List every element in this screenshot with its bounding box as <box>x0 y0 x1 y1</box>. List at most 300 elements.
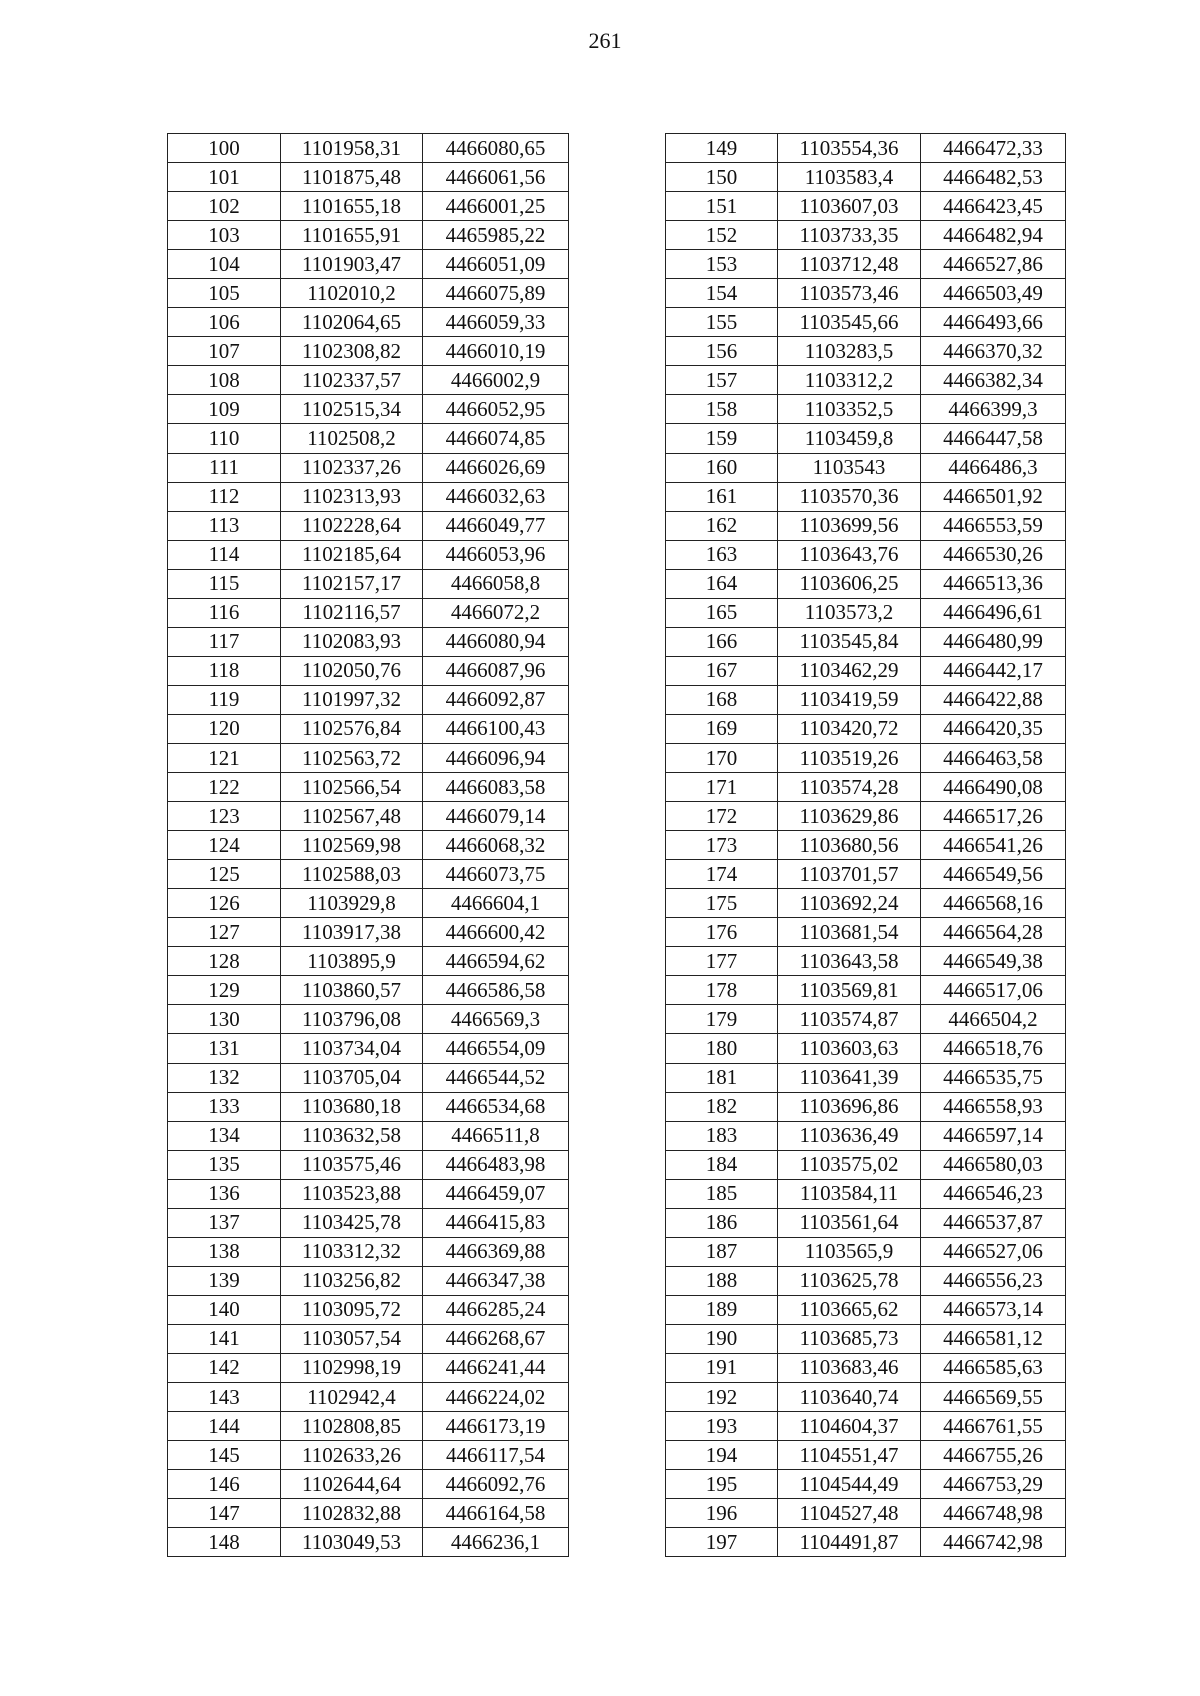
x-coordinate-cell: 1103420,72 <box>778 714 921 743</box>
y-coordinate-cell: 4466068,32 <box>423 831 569 860</box>
x-coordinate-cell: 1103640,74 <box>778 1383 921 1412</box>
point-number-cell: 167 <box>666 656 778 685</box>
table-row <box>666 947 1066 976</box>
table-row <box>666 163 1066 192</box>
y-coordinate-cell: 4466347,38 <box>423 1266 569 1295</box>
table-row <box>666 1441 1066 1470</box>
point-number-cell: 124 <box>168 831 281 860</box>
table-row <box>666 395 1066 424</box>
y-coordinate-cell: 4466268,67 <box>423 1324 569 1353</box>
x-coordinate-cell: 1101875,48 <box>281 163 423 192</box>
point-number-cell: 186 <box>666 1208 778 1237</box>
point-number-cell: 195 <box>666 1470 778 1499</box>
x-coordinate-cell: 1103641,39 <box>778 1063 921 1092</box>
point-number-cell: 106 <box>168 308 281 337</box>
x-coordinate-cell: 1103860,57 <box>281 976 423 1005</box>
table-row <box>666 1528 1066 1557</box>
y-coordinate-cell: 4466556,23 <box>921 1266 1066 1295</box>
x-coordinate-cell: 1103584,11 <box>778 1179 921 1208</box>
table-row <box>666 1005 1066 1034</box>
table-row <box>666 134 1066 163</box>
point-number-cell: 177 <box>666 947 778 976</box>
point-number-cell: 117 <box>168 627 281 656</box>
x-coordinate-cell: 1103701,57 <box>778 860 921 889</box>
y-coordinate-cell: 4466586,58 <box>423 976 569 1005</box>
point-number-cell: 120 <box>168 714 281 743</box>
table-row <box>168 395 569 424</box>
y-coordinate-cell: 4466518,76 <box>921 1034 1066 1063</box>
table-row <box>168 134 569 163</box>
x-coordinate-cell: 1103554,36 <box>778 134 921 163</box>
y-coordinate-cell: 4466761,55 <box>921 1412 1066 1441</box>
y-coordinate-cell: 4466558,93 <box>921 1092 1066 1121</box>
x-coordinate-cell: 1103696,86 <box>778 1092 921 1121</box>
x-coordinate-cell: 1103929,8 <box>281 889 423 918</box>
table-row <box>666 685 1066 714</box>
y-coordinate-cell: 4466074,85 <box>423 424 569 453</box>
table-row <box>168 1179 569 1208</box>
point-number-cell: 184 <box>666 1150 778 1179</box>
y-coordinate-cell: 4466534,68 <box>423 1092 569 1121</box>
y-coordinate-cell: 4466051,09 <box>423 250 569 279</box>
y-coordinate-cell: 4466597,14 <box>921 1121 1066 1150</box>
x-coordinate-cell: 1102576,84 <box>281 714 423 743</box>
y-coordinate-cell: 4466001,25 <box>423 192 569 221</box>
table-row <box>168 976 569 1005</box>
table-row <box>168 1324 569 1353</box>
point-number-cell: 126 <box>168 889 281 918</box>
point-number-cell: 100 <box>168 134 281 163</box>
y-coordinate-cell: 4466032,63 <box>423 482 569 511</box>
x-coordinate-cell: 1103681,54 <box>778 918 921 947</box>
y-coordinate-cell: 4466382,34 <box>921 366 1066 395</box>
table-row <box>168 1412 569 1441</box>
x-coordinate-cell: 1103705,04 <box>281 1063 423 1092</box>
table-row <box>666 1470 1066 1499</box>
x-coordinate-cell: 1102010,2 <box>281 279 423 308</box>
point-number-cell: 178 <box>666 976 778 1005</box>
y-coordinate-cell: 4466463,58 <box>921 743 1066 772</box>
table-row <box>168 540 569 569</box>
point-number-cell: 127 <box>168 918 281 947</box>
y-coordinate-cell: 4466594,62 <box>423 947 569 976</box>
y-coordinate-cell: 4466748,98 <box>921 1499 1066 1528</box>
point-number-cell: 102 <box>168 192 281 221</box>
table-row <box>168 482 569 511</box>
x-coordinate-cell: 1104544,49 <box>778 1470 921 1499</box>
table-row <box>168 1528 569 1557</box>
point-number-cell: 149 <box>666 134 778 163</box>
x-coordinate-cell: 1103575,02 <box>778 1150 921 1179</box>
x-coordinate-cell: 1103095,72 <box>281 1295 423 1324</box>
y-coordinate-cell: 4466241,44 <box>423 1353 569 1382</box>
point-number-cell: 180 <box>666 1034 778 1063</box>
point-number-cell: 155 <box>666 308 778 337</box>
x-coordinate-cell: 1102228,64 <box>281 511 423 540</box>
table-row <box>168 1092 569 1121</box>
y-coordinate-cell: 4466026,69 <box>423 453 569 482</box>
table-row <box>666 1150 1066 1179</box>
y-coordinate-cell: 4466075,89 <box>423 279 569 308</box>
point-number-cell: 196 <box>666 1499 778 1528</box>
x-coordinate-cell: 1102337,57 <box>281 366 423 395</box>
table-row <box>666 1383 1066 1412</box>
table-row <box>168 918 569 947</box>
x-coordinate-cell: 1102567,48 <box>281 802 423 831</box>
table-row <box>168 1005 569 1034</box>
table-row <box>168 773 569 802</box>
point-number-cell: 150 <box>666 163 778 192</box>
x-coordinate-cell: 1102644,64 <box>281 1470 423 1499</box>
x-coordinate-cell: 1103733,35 <box>778 221 921 250</box>
x-coordinate-cell: 1103699,56 <box>778 511 921 540</box>
point-number-cell: 170 <box>666 743 778 772</box>
point-number-cell: 141 <box>168 1324 281 1353</box>
x-coordinate-cell: 1103049,53 <box>281 1528 423 1557</box>
table-row <box>666 773 1066 802</box>
x-coordinate-cell: 1101903,47 <box>281 250 423 279</box>
y-coordinate-cell: 4466442,17 <box>921 656 1066 685</box>
table-row <box>168 424 569 453</box>
point-number-cell: 137 <box>168 1208 281 1237</box>
y-coordinate-cell: 4466100,43 <box>423 714 569 743</box>
x-coordinate-cell: 1102942,4 <box>281 1383 423 1412</box>
table-row <box>168 1441 569 1470</box>
y-coordinate-cell: 4466604,1 <box>423 889 569 918</box>
x-coordinate-cell: 1103680,56 <box>778 831 921 860</box>
x-coordinate-cell: 1102313,93 <box>281 482 423 511</box>
y-coordinate-cell: 4466573,14 <box>921 1295 1066 1324</box>
y-coordinate-cell: 4466061,56 <box>423 163 569 192</box>
y-coordinate-cell: 4466544,52 <box>423 1063 569 1092</box>
y-coordinate-cell: 4466415,83 <box>423 1208 569 1237</box>
y-coordinate-cell: 4466059,33 <box>423 308 569 337</box>
y-coordinate-cell: 4466501,92 <box>921 482 1066 511</box>
y-coordinate-cell: 4466079,14 <box>423 802 569 831</box>
point-number-cell: 192 <box>666 1383 778 1412</box>
x-coordinate-cell: 1104551,47 <box>778 1441 921 1470</box>
page-number: 261 <box>588 28 622 53</box>
x-coordinate-cell: 1102633,26 <box>281 1441 423 1470</box>
x-coordinate-cell: 1103312,2 <box>778 366 921 395</box>
point-number-cell: 123 <box>168 802 281 831</box>
y-coordinate-cell: 4466600,42 <box>423 918 569 947</box>
y-coordinate-cell: 4466580,03 <box>921 1150 1066 1179</box>
y-coordinate-cell: 4466092,76 <box>423 1470 569 1499</box>
x-coordinate-cell: 1102566,54 <box>281 773 423 802</box>
point-number-cell: 101 <box>168 163 281 192</box>
x-coordinate-cell: 1103573,46 <box>778 279 921 308</box>
point-number-cell: 104 <box>168 250 281 279</box>
point-number-cell: 163 <box>666 540 778 569</box>
point-number-cell: 152 <box>666 221 778 250</box>
x-coordinate-cell: 1103565,9 <box>778 1237 921 1266</box>
x-coordinate-cell: 1103796,08 <box>281 1005 423 1034</box>
point-number-cell: 159 <box>666 424 778 453</box>
y-coordinate-cell: 4466053,96 <box>423 540 569 569</box>
table-row <box>666 1034 1066 1063</box>
x-coordinate-cell: 1102808,85 <box>281 1412 423 1441</box>
table-row <box>168 569 569 598</box>
x-coordinate-cell: 1103573,2 <box>778 598 921 627</box>
table-row <box>168 337 569 366</box>
x-coordinate-cell: 1102508,2 <box>281 424 423 453</box>
table-row <box>666 1412 1066 1441</box>
point-number-cell: 105 <box>168 279 281 308</box>
y-coordinate-cell: 4466482,94 <box>921 221 1066 250</box>
point-number-cell: 108 <box>168 366 281 395</box>
y-coordinate-cell: 4466483,98 <box>423 1150 569 1179</box>
table-row <box>666 1237 1066 1266</box>
x-coordinate-cell: 1102064,65 <box>281 308 423 337</box>
point-number-cell: 111 <box>168 453 281 482</box>
x-coordinate-cell: 1102083,93 <box>281 627 423 656</box>
table-row <box>168 1266 569 1295</box>
table-row <box>666 279 1066 308</box>
y-coordinate-cell: 4466755,26 <box>921 1441 1066 1470</box>
point-number-cell: 118 <box>168 656 281 685</box>
table-row <box>168 163 569 192</box>
point-number-cell: 119 <box>168 685 281 714</box>
table-row <box>168 192 569 221</box>
y-coordinate-cell: 4466527,06 <box>921 1237 1066 1266</box>
table-row <box>168 1295 569 1324</box>
x-coordinate-cell: 1101655,18 <box>281 192 423 221</box>
y-coordinate-cell: 4466527,86 <box>921 250 1066 279</box>
y-coordinate-cell: 4466422,88 <box>921 685 1066 714</box>
y-coordinate-cell: 4466569,55 <box>921 1383 1066 1412</box>
x-coordinate-cell: 1103575,46 <box>281 1150 423 1179</box>
point-number-cell: 142 <box>168 1353 281 1382</box>
table-row <box>168 1499 569 1528</box>
table-row <box>168 366 569 395</box>
x-coordinate-cell: 1103712,48 <box>778 250 921 279</box>
x-coordinate-cell: 1101655,91 <box>281 221 423 250</box>
x-coordinate-cell: 1102308,82 <box>281 337 423 366</box>
y-coordinate-cell: 4466447,58 <box>921 424 1066 453</box>
table-row <box>666 598 1066 627</box>
x-coordinate-cell: 1103625,78 <box>778 1266 921 1295</box>
y-coordinate-cell: 4466564,28 <box>921 918 1066 947</box>
y-coordinate-cell: 4466096,94 <box>423 743 569 772</box>
point-number-cell: 110 <box>168 424 281 453</box>
y-coordinate-cell: 4466511,8 <box>423 1121 569 1150</box>
table-row <box>666 366 1066 395</box>
x-coordinate-cell: 1102157,17 <box>281 569 423 598</box>
y-coordinate-cell: 4466002,9 <box>423 366 569 395</box>
point-number-cell: 107 <box>168 337 281 366</box>
point-number-cell: 153 <box>666 250 778 279</box>
point-number-cell: 121 <box>168 743 281 772</box>
y-coordinate-cell: 4466420,35 <box>921 714 1066 743</box>
x-coordinate-cell: 1101997,32 <box>281 685 423 714</box>
table-row <box>168 860 569 889</box>
point-number-cell: 156 <box>666 337 778 366</box>
y-coordinate-cell: 4466553,59 <box>921 511 1066 540</box>
y-coordinate-cell: 4466568,16 <box>921 889 1066 918</box>
point-number-cell: 162 <box>666 511 778 540</box>
coordinates-table-left <box>167 133 569 1557</box>
point-number-cell: 129 <box>168 976 281 1005</box>
x-coordinate-cell: 1103561,64 <box>778 1208 921 1237</box>
y-coordinate-cell: 4466742,98 <box>921 1528 1066 1557</box>
table-row <box>168 221 569 250</box>
point-number-cell: 147 <box>168 1499 281 1528</box>
y-coordinate-cell: 4466504,2 <box>921 1005 1066 1034</box>
y-coordinate-cell: 4466569,3 <box>423 1005 569 1034</box>
point-number-cell: 145 <box>168 1441 281 1470</box>
y-coordinate-cell: 4466517,06 <box>921 976 1066 1005</box>
point-number-cell: 130 <box>168 1005 281 1034</box>
x-coordinate-cell: 1102563,72 <box>281 743 423 772</box>
y-coordinate-cell: 4466080,94 <box>423 627 569 656</box>
point-number-cell: 148 <box>168 1528 281 1557</box>
y-coordinate-cell: 4466554,09 <box>423 1034 569 1063</box>
table-row <box>666 453 1066 482</box>
table-row <box>168 279 569 308</box>
y-coordinate-cell: 4466585,63 <box>921 1353 1066 1382</box>
table-row <box>168 743 569 772</box>
y-coordinate-cell: 4466173,19 <box>423 1412 569 1441</box>
table-row <box>168 656 569 685</box>
point-number-cell: 139 <box>168 1266 281 1295</box>
table-row <box>666 569 1066 598</box>
x-coordinate-cell: 1104491,87 <box>778 1528 921 1557</box>
y-coordinate-cell: 4466549,38 <box>921 947 1066 976</box>
y-coordinate-cell: 4466010,19 <box>423 337 569 366</box>
point-number-cell: 144 <box>168 1412 281 1441</box>
x-coordinate-cell: 1103462,29 <box>778 656 921 685</box>
point-number-cell: 172 <box>666 802 778 831</box>
table-row <box>168 627 569 656</box>
y-coordinate-cell: 4466073,75 <box>423 860 569 889</box>
y-coordinate-cell: 4466490,08 <box>921 773 1066 802</box>
x-coordinate-cell: 1103603,63 <box>778 1034 921 1063</box>
point-number-cell: 132 <box>168 1063 281 1092</box>
point-number-cell: 109 <box>168 395 281 424</box>
point-number-cell: 140 <box>168 1295 281 1324</box>
x-coordinate-cell: 1102588,03 <box>281 860 423 889</box>
point-number-cell: 146 <box>168 1470 281 1499</box>
point-number-cell: 191 <box>666 1353 778 1382</box>
x-coordinate-cell: 1103629,86 <box>778 802 921 831</box>
x-coordinate-cell: 1103419,59 <box>778 685 921 714</box>
table-row <box>666 1063 1066 1092</box>
point-number-cell: 131 <box>168 1034 281 1063</box>
y-coordinate-cell: 4466480,99 <box>921 627 1066 656</box>
x-coordinate-cell: 1103643,58 <box>778 947 921 976</box>
x-coordinate-cell: 1103352,5 <box>778 395 921 424</box>
table-row <box>168 947 569 976</box>
table-row <box>168 685 569 714</box>
point-number-cell: 160 <box>666 453 778 482</box>
x-coordinate-cell: 1103734,04 <box>281 1034 423 1063</box>
y-coordinate-cell: 4466080,65 <box>423 134 569 163</box>
table-row <box>666 308 1066 337</box>
x-coordinate-cell: 1102515,34 <box>281 395 423 424</box>
x-coordinate-cell: 1104527,48 <box>778 1499 921 1528</box>
y-coordinate-cell: 4466541,26 <box>921 831 1066 860</box>
y-coordinate-cell: 4466530,26 <box>921 540 1066 569</box>
table-row <box>666 627 1066 656</box>
x-coordinate-cell: 1103545,84 <box>778 627 921 656</box>
x-coordinate-cell: 1103570,36 <box>778 482 921 511</box>
x-coordinate-cell: 1102832,88 <box>281 1499 423 1528</box>
x-coordinate-cell: 1103607,03 <box>778 192 921 221</box>
x-coordinate-cell: 1103574,28 <box>778 773 921 802</box>
y-coordinate-cell: 4466537,87 <box>921 1208 1066 1237</box>
table-row <box>168 1353 569 1382</box>
table-row <box>168 889 569 918</box>
point-number-cell: 164 <box>666 569 778 598</box>
y-coordinate-cell: 4466083,58 <box>423 773 569 802</box>
point-number-cell: 136 <box>168 1179 281 1208</box>
y-coordinate-cell: 4466496,61 <box>921 598 1066 627</box>
table-row <box>666 656 1066 685</box>
table-row <box>168 308 569 337</box>
x-coordinate-cell: 1103574,87 <box>778 1005 921 1034</box>
table-row <box>666 482 1066 511</box>
x-coordinate-cell: 1103256,82 <box>281 1266 423 1295</box>
x-coordinate-cell: 1102116,57 <box>281 598 423 627</box>
table-row <box>666 889 1066 918</box>
table-row <box>666 976 1066 1005</box>
point-number-cell: 116 <box>168 598 281 627</box>
table-row <box>666 1295 1066 1324</box>
y-coordinate-cell: 4466581,12 <box>921 1324 1066 1353</box>
x-coordinate-cell: 1103895,9 <box>281 947 423 976</box>
table-row <box>666 1092 1066 1121</box>
point-number-cell: 188 <box>666 1266 778 1295</box>
table-row <box>168 511 569 540</box>
table-row <box>666 802 1066 831</box>
point-number-cell: 194 <box>666 1441 778 1470</box>
point-number-cell: 161 <box>666 482 778 511</box>
table-row <box>168 598 569 627</box>
table-row <box>666 337 1066 366</box>
y-coordinate-cell: 4466472,33 <box>921 134 1066 163</box>
table-row <box>666 860 1066 889</box>
point-number-cell: 128 <box>168 947 281 976</box>
y-coordinate-cell: 4466072,2 <box>423 598 569 627</box>
point-number-cell: 133 <box>168 1092 281 1121</box>
point-number-cell: 182 <box>666 1092 778 1121</box>
x-coordinate-cell: 1103680,18 <box>281 1092 423 1121</box>
x-coordinate-cell: 1103312,32 <box>281 1237 423 1266</box>
y-coordinate-cell: 4466486,3 <box>921 453 1066 482</box>
x-coordinate-cell: 1103283,5 <box>778 337 921 366</box>
y-coordinate-cell: 4465985,22 <box>423 221 569 250</box>
table-row <box>666 1121 1066 1150</box>
x-coordinate-cell: 1104604,37 <box>778 1412 921 1441</box>
table-row <box>666 540 1066 569</box>
point-number-cell: 114 <box>168 540 281 569</box>
point-number-cell: 158 <box>666 395 778 424</box>
table-row <box>666 511 1066 540</box>
table-row <box>168 453 569 482</box>
y-coordinate-cell: 4466052,95 <box>423 395 569 424</box>
point-number-cell: 187 <box>666 1237 778 1266</box>
y-coordinate-cell: 4466503,49 <box>921 279 1066 308</box>
table-row <box>666 1266 1066 1295</box>
y-coordinate-cell: 4466164,58 <box>423 1499 569 1528</box>
table-row <box>168 1121 569 1150</box>
y-coordinate-cell: 4466049,77 <box>423 511 569 540</box>
x-coordinate-cell: 1103425,78 <box>281 1208 423 1237</box>
y-coordinate-cell: 4466753,29 <box>921 1470 1066 1499</box>
point-number-cell: 151 <box>666 192 778 221</box>
table-row <box>666 1324 1066 1353</box>
